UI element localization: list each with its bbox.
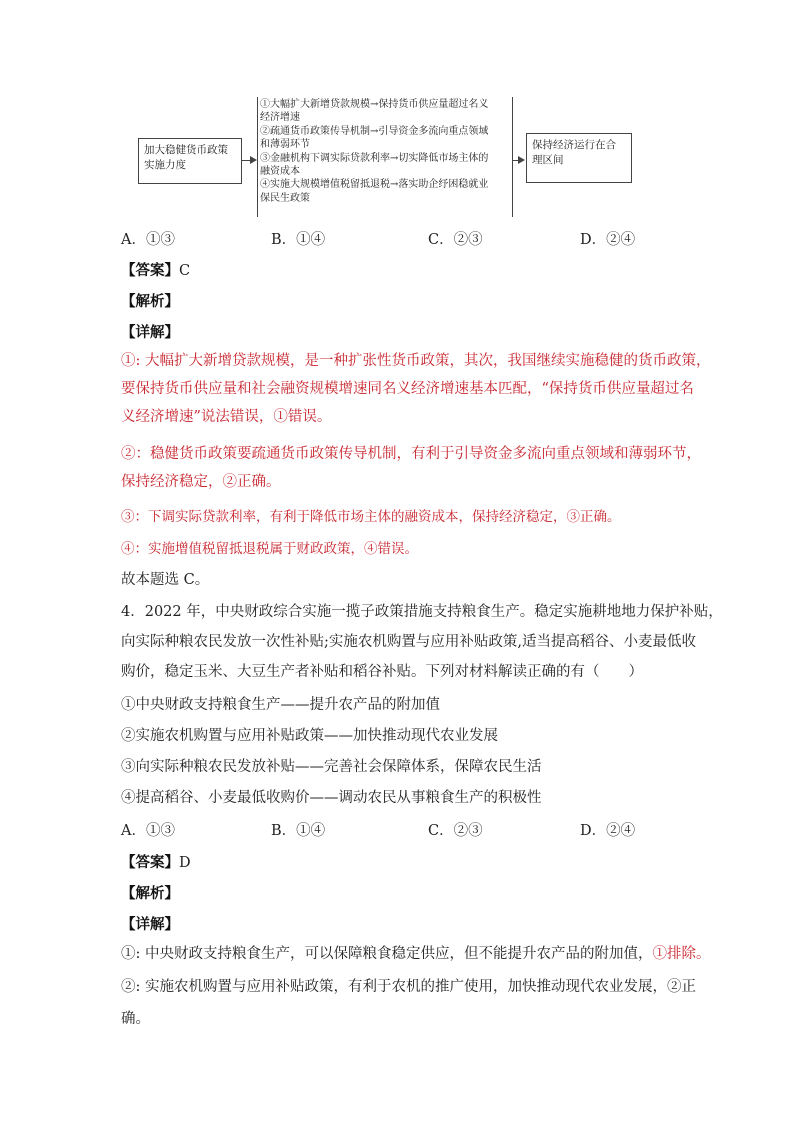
q3-option-c: C．②③ [428,232,483,248]
middle-item-line: ③金融机构下调实际贷款利率→切实降低市场主体的 [260,152,489,164]
q3-option-a: A．①③ [121,232,175,248]
q4-analysis-tag: 【解析】 [121,885,179,902]
text-line: 确。 [121,1011,150,1027]
answer-value: C [179,263,191,279]
q3-option-d: D．②④ [580,232,636,248]
q4-detail-tag: 【详解】 [121,916,179,933]
answer-tag: 【答案】 [121,262,179,279]
text-line: ①: 大幅扩大新增贷款规模，是一种扩张性货币政策，其次，我国继续实施稳健的货币政策， [121,353,711,369]
q3-answer [121,259,190,280]
text-line: ②: 实施农机购置与应用补贴政策，有利于农机的推广使用，加快推动现代农业发展，②正 [121,979,696,995]
detail-tail: ①排除。 [652,946,711,962]
right-box: 保持经济运行在合理区间 [526,133,632,183]
q4-option-b: B．①④ [271,823,326,839]
left-bracket [257,97,258,217]
text-line: 4．2022 年，中央财政综合实施一揽子政策措施支持粮食生产。稳定实施耕地地力保护补贴， [121,604,723,620]
answer-value: D [179,855,191,871]
left-arrow [250,156,257,164]
q3-option-b: B．①④ [271,232,326,248]
answer-tag: 【答案】 [121,854,179,871]
right-arrow [518,156,525,164]
left-box: 加大稳健货币政策实施力度 [138,138,242,184]
q3-analysis-tag: 【解析】 [121,293,179,310]
q4-stem [121,597,723,687]
statement: ②实施农机购置与应用补贴政策——加快推动现代农业发展 [121,728,498,744]
q3-detail-tag: 【详解】 [121,324,179,341]
text-line: ②：稳健货币政策要疏通货币政策传导机制，有利于引导资金多流向重点领域和薄弱环节， [121,446,701,462]
q4-detail-2 [121,971,696,1035]
statement: ③向实际种粮农民发放补贴——完善社会保障体系，保障农民生活 [121,759,542,775]
middle-item-line: ①大幅扩大新增贷款规模→保持货币供应量超过名义 [260,99,489,110]
middle-item-line: 保民生政策 [260,192,310,204]
text-line: 购价，稳定玉米、大豆生产者补贴和稻谷补贴。下列对材料解读正确的有（ ） [121,664,643,680]
middle-item-line: ④实施大规模增值税留抵退税→落实助企纾困稳就业 [260,179,489,191]
q4-option-c: C．②③ [428,823,483,839]
q3-detail-1 [121,347,711,431]
q4-detail-1 [121,940,711,968]
q3-detail-4: ④：实施增值税留抵退税属于财政政策，④错误。 [121,541,418,557]
text-line: 保持经济稳定，②正确。 [121,474,281,490]
text-line: 要保持货币供应量和社会融资规模增速同名义经济增速基本匹配，“保持货币供应量超过名 [121,381,694,397]
middle-item-line: 和薄弱环节 [260,139,310,151]
text-line: 义经济增速”说法错误，①错误。 [121,409,332,425]
q4-answer [121,851,191,872]
policy-flow-diagram [0,0,794,230]
statement: ④提高稻谷、小麦最低收购价——调动农民从事粮食生产的积极性 [121,790,542,806]
middle-item-line: 融资成本 [260,166,300,178]
middle-items [260,98,488,205]
statement: ①中央财政支持粮食生产——提升农产品的附加值 [121,697,440,713]
q4-option-d: D．②④ [580,823,636,839]
q3-conclusion: 故本题选 C。 [121,572,210,588]
middle-item-line: ②疏通货币政策传导机制→引导资金多流向重点领域 [260,125,489,137]
q3-detail-3: ③：下调实际贷款利率，有利于降低市场主体的融资成本，保持经济稳定，③正确。 [121,509,621,525]
q4-option-a: A．①③ [121,823,175,839]
detail-main: ①: 中央财政支持粮食生产，可以保障粮食稳定供应，但不能提升农产品的附加值， [121,946,653,962]
text-line: 向实际种粮农民发放一次性补贴;实施农机购置与应用补贴政策,适当提高稻谷、小麦最低收 [121,634,696,650]
q4-statements [121,690,542,814]
middle-item-line: 经济增速 [260,112,300,124]
q3-detail-2 [121,440,701,496]
right-bracket [512,97,513,217]
